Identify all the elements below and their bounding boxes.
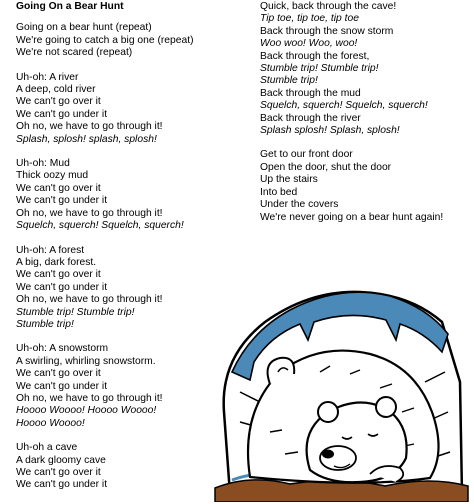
- poem-line: Uh-oh: A river: [16, 71, 79, 83]
- poem-line: We can't go under it: [16, 479, 108, 491]
- poem-line: Uh-oh: A forest: [16, 244, 85, 256]
- stanza: [16, 245, 221, 332]
- poem-line: Open the door, shut the door: [260, 161, 392, 173]
- poem-line: Stumble trip!: [16, 318, 74, 330]
- poem-line: Back through the mud: [260, 87, 361, 99]
- poem-line: We can't go under it: [16, 195, 108, 207]
- poem-line: Oh no, we have to go through it!: [16, 294, 163, 306]
- poem-line: Tip toe, tip toe, tip toe: [260, 13, 359, 25]
- stanza: [16, 72, 221, 146]
- poem-line: Going on a bear hunt (repeat): [16, 22, 152, 34]
- poem-line: Hoooo Woooo! Hoooo Woooo!: [16, 405, 157, 417]
- poem-line: Oh no, we have to go through it!: [16, 392, 163, 404]
- poem-line: We can't go over it: [16, 368, 101, 380]
- poem-line: Quick, back through the cave!: [260, 1, 397, 12]
- poem-line: We're never going on a bear hunt again!: [260, 211, 444, 223]
- poem-line: Splash, splosh! splash, splosh!: [16, 133, 157, 145]
- left-column: [16, 1, 221, 504]
- poem-line: Up the stairs: [260, 174, 318, 186]
- poem-line: Stumble trip! Stumble trip!: [260, 63, 379, 75]
- poem-line: Oh no, we have to go through it!: [16, 207, 163, 219]
- poem-line: Squelch, squerch! Squelch, squerch!: [16, 220, 184, 232]
- poem-line: Uh-oh: A snowstorm: [16, 343, 109, 355]
- poem-line: We're going to catch a big one (repeat): [16, 34, 194, 46]
- poem-line: Stumble trip! Stumble trip!: [16, 306, 135, 318]
- poem-line: We can't go over it: [16, 269, 101, 281]
- poem-line: Woo woo! Woo, woo!: [260, 38, 358, 50]
- poem-line: Uh-oh a cave: [16, 442, 78, 454]
- poem-line: We can't go over it: [16, 467, 101, 478]
- poem-line: A swirling, whirling snowstorm.: [16, 355, 156, 367]
- poem-line: We can't go under it: [16, 108, 108, 120]
- poem-line: Oh no, we have to go through it!: [16, 121, 163, 133]
- poem-line: A dark gloomy cave: [16, 454, 106, 466]
- sleeping-polar-bears-in-cave-illustration: [210, 262, 472, 502]
- right-stanzas: [260, 1, 470, 224]
- poem-line: Squelch, squerch! Squelch, squerch!: [260, 100, 428, 112]
- poem-line: Back through the forest,: [260, 50, 370, 62]
- stanza: [16, 343, 221, 430]
- poem-line: Back through the snow storm: [260, 25, 394, 37]
- poem-line: Back through the river: [260, 112, 361, 124]
- left-stanzas: [16, 22, 221, 491]
- poem-line: Uh-oh: Mud: [16, 158, 70, 170]
- poem-line: We can't go under it: [16, 380, 108, 392]
- stanza: [16, 442, 221, 492]
- poem-line: Thick oozy mud: [16, 170, 89, 182]
- stanza: [260, 149, 470, 223]
- poem-line: A big, dark forest.: [16, 256, 97, 268]
- poem-line: We can't go under it: [16, 281, 108, 293]
- stanza: [260, 1, 470, 137]
- poem-line: Get to our front door: [260, 149, 353, 161]
- poem-line: Under the covers: [260, 199, 339, 211]
- poem-line: A deep, cold river: [16, 84, 96, 96]
- poem-line: Splash splosh! Splash, splosh!: [260, 125, 400, 137]
- stanza: [16, 158, 221, 232]
- poem-title: Going On a Bear Hunt: [16, 1, 124, 12]
- poem-line: We're not scared (repeat): [16, 47, 133, 59]
- stanza: [16, 22, 221, 59]
- poem-line: Into bed: [260, 186, 298, 198]
- right-column: [260, 1, 470, 236]
- poem-line: We can't go over it: [16, 182, 101, 194]
- poem-line: Stumble trip!: [260, 75, 318, 87]
- poem-line: Hoooo Woooo!: [16, 417, 85, 429]
- poem-line: We can't go over it: [16, 96, 101, 108]
